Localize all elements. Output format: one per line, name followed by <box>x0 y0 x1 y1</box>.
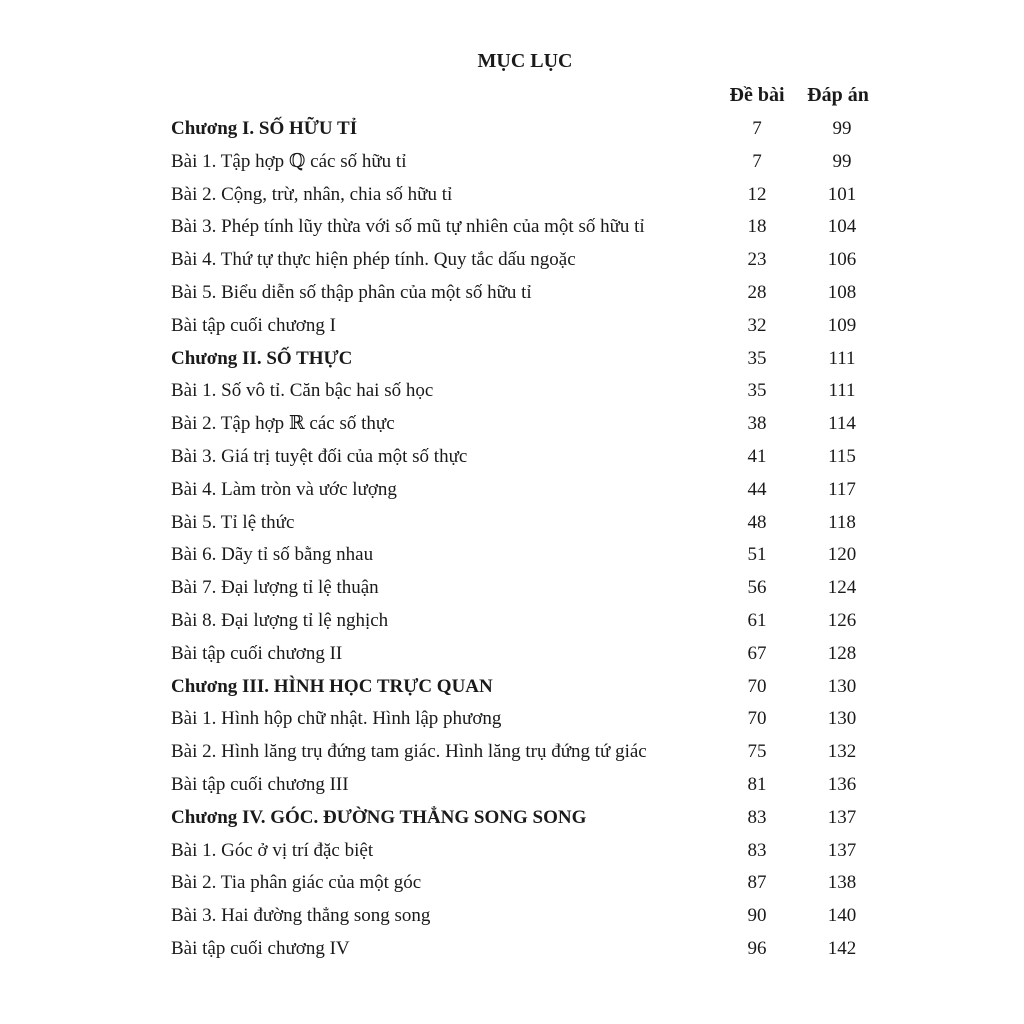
toc-entry-title: Bài 2. Tập hợp ℝ các số thực <box>171 413 395 435</box>
toc-lesson-row <box>171 213 891 246</box>
toc-entry-title: Chương I. SỐ HỮU TỈ <box>171 118 358 139</box>
column-header-answers: Đáp án <box>807 84 869 106</box>
toc-problems-page: 70 <box>747 675 767 697</box>
toc-entry-title: Bài tập cuối chương II <box>171 642 343 664</box>
toc-answers-page: 108 <box>827 281 857 303</box>
toc-problems-page: 75 <box>747 741 767 763</box>
toc-chapter-row <box>171 804 891 837</box>
toc-answers-page: 124 <box>827 577 857 599</box>
toc-entry-title: Bài 2. Tia phân giác của một góc <box>171 872 422 894</box>
toc-entry-title: Bài 3. Phép tính lũy thừa với số mũ tự nhiên của một số hữu tỉ <box>171 216 645 238</box>
toc-problems-page: 38 <box>747 413 767 435</box>
toc-problems-page: 7 <box>752 150 762 172</box>
toc-lesson-row <box>171 476 891 509</box>
toc-answers-page: 111 <box>828 380 856 402</box>
toc-answers-page: 115 <box>828 445 856 467</box>
toc-lesson-row <box>171 509 891 542</box>
toc-answers-page: 111 <box>828 347 856 369</box>
toc-answers-page: 128 <box>827 642 857 664</box>
toc-answers-page: 130 <box>827 708 857 730</box>
toc-lesson-row <box>171 246 891 279</box>
toc-answers-page: 132 <box>827 741 857 763</box>
toc-chapter-row <box>171 673 891 706</box>
toc-chapter-row <box>171 345 891 378</box>
toc-answers-page: 120 <box>827 544 857 566</box>
toc-entry-title: Bài tập cuối chương IV <box>171 937 350 959</box>
toc-answers-page: 99 <box>832 150 852 172</box>
toc-entry-title: Bài 3. Giá trị tuyệt đối của một số thực <box>171 445 468 467</box>
toc-answers-page: 126 <box>827 609 857 631</box>
toc-answers-page: 130 <box>827 675 857 697</box>
toc-lesson-row <box>171 738 891 771</box>
toc-entry-title: Bài 7. Đại lượng tỉ lệ thuận <box>171 577 379 599</box>
toc-problems-page: 87 <box>747 872 767 894</box>
toc-problems-page: 28 <box>747 281 767 303</box>
toc-problems-page: 96 <box>747 937 767 959</box>
toc-problems-page: 83 <box>747 839 767 861</box>
toc-problems-page: 12 <box>747 183 767 205</box>
toc-answers-page: 101 <box>827 183 857 205</box>
toc-lesson-row <box>171 640 891 673</box>
toc-answers-page: 106 <box>827 249 857 271</box>
toc-problems-page: 81 <box>747 773 767 795</box>
toc-entry-title: Bài 1. Số vô tỉ. Căn bậc hai số học <box>171 380 434 402</box>
toc-problems-page: 23 <box>747 249 767 271</box>
toc-lesson-row <box>171 902 891 935</box>
toc-lesson-row <box>171 869 891 902</box>
toc-entry-title: Bài 2. Hình lăng trụ đứng tam giác. Hình lăng trụ đứng tứ giác <box>171 741 647 763</box>
toc-lesson-row <box>171 771 891 804</box>
toc-problems-page: 56 <box>747 577 767 599</box>
toc-answers-page: 109 <box>827 314 857 336</box>
toc-problems-page: 51 <box>747 544 767 566</box>
toc-chapter-row <box>171 115 891 148</box>
toc-answers-page: 137 <box>827 806 857 828</box>
toc-lesson-row <box>171 410 891 443</box>
toc-answers-page: 114 <box>828 413 856 435</box>
toc-lesson-row <box>171 312 891 345</box>
toc-lesson-row <box>171 574 891 607</box>
toc-lesson-row <box>171 181 891 214</box>
toc-entry-title: Chương IV. GÓC. ĐƯỜNG THẲNG SONG SONG <box>171 806 587 828</box>
toc-lesson-row <box>171 279 891 312</box>
toc-entry-title: Bài 4. Làm tròn và ước lượng <box>171 478 397 500</box>
toc-problems-page: 61 <box>747 609 767 631</box>
toc-problems-page: 32 <box>747 314 767 336</box>
toc-lesson-row <box>171 607 891 640</box>
toc-answers-page: 142 <box>827 937 857 959</box>
toc-problems-page: 48 <box>747 511 767 533</box>
page-title: MỤC LỤC <box>477 50 573 72</box>
toc-entry-title: Bài 5. Tỉ lệ thức <box>171 511 295 533</box>
toc-entry-title: Chương II. SỐ THỰC <box>171 347 353 369</box>
toc-lesson-row <box>171 443 891 476</box>
column-header-problems: Đề bài <box>729 84 785 106</box>
toc-entry-title: Bài 3. Hai đường thẳng song song <box>171 905 431 927</box>
toc-problems-page: 90 <box>747 905 767 927</box>
toc-lesson-row <box>171 377 891 410</box>
toc-answers-page: 136 <box>827 773 857 795</box>
toc-answers-page: 99 <box>832 118 852 139</box>
toc-answers-page: 138 <box>827 872 857 894</box>
toc-lesson-row <box>171 837 891 870</box>
toc-lesson-row <box>171 148 891 181</box>
toc-entry-title: Bài 1. Góc ở vị trí đặc biệt <box>171 839 374 861</box>
toc-problems-page: 18 <box>747 216 767 238</box>
toc-list <box>171 115 891 968</box>
toc-problems-page: 83 <box>747 806 767 828</box>
toc-problems-page: 67 <box>747 642 767 664</box>
toc-entry-title: Bài 1. Tập hợp ℚ các số hữu tỉ <box>171 150 407 172</box>
toc-answers-page: 140 <box>827 905 857 927</box>
toc-problems-page: 7 <box>752 118 762 139</box>
toc-answers-page: 118 <box>828 511 856 533</box>
toc-entry-title: Chương III. HÌNH HỌC TRỰC QUAN <box>171 675 493 697</box>
toc-entry-title: Bài tập cuối chương I <box>171 314 336 336</box>
toc-answers-page: 117 <box>828 478 856 500</box>
toc-lesson-row <box>171 705 891 738</box>
toc-problems-page: 70 <box>747 708 767 730</box>
toc-problems-page: 35 <box>747 380 767 402</box>
toc-entry-title: Bài 4. Thứ tự thực hiện phép tính. Quy tắc dấu ngoặc <box>171 249 576 271</box>
toc-entry-title: Bài 1. Hình hộp chữ nhật. Hình lập phương <box>171 708 502 730</box>
toc-lesson-row <box>171 935 891 968</box>
toc-lesson-row <box>171 541 891 574</box>
toc-problems-page: 44 <box>747 478 767 500</box>
toc-answers-page: 104 <box>827 216 857 238</box>
toc-entry-title: Bài 6. Dãy tỉ số bằng nhau <box>171 544 374 566</box>
toc-entry-title: Bài 5. Biểu diễn số thập phân của một số hữu tỉ <box>171 281 532 303</box>
toc-answers-page: 137 <box>827 839 857 861</box>
toc-entry-title: Bài tập cuối chương III <box>171 773 349 795</box>
toc-problems-page: 35 <box>747 347 767 369</box>
toc-problems-page: 41 <box>747 445 767 467</box>
toc-entry-title: Bài 2. Cộng, trừ, nhân, chia số hữu tỉ <box>171 183 453 205</box>
toc-entry-title: Bài 8. Đại lượng tỉ lệ nghịch <box>171 609 389 631</box>
